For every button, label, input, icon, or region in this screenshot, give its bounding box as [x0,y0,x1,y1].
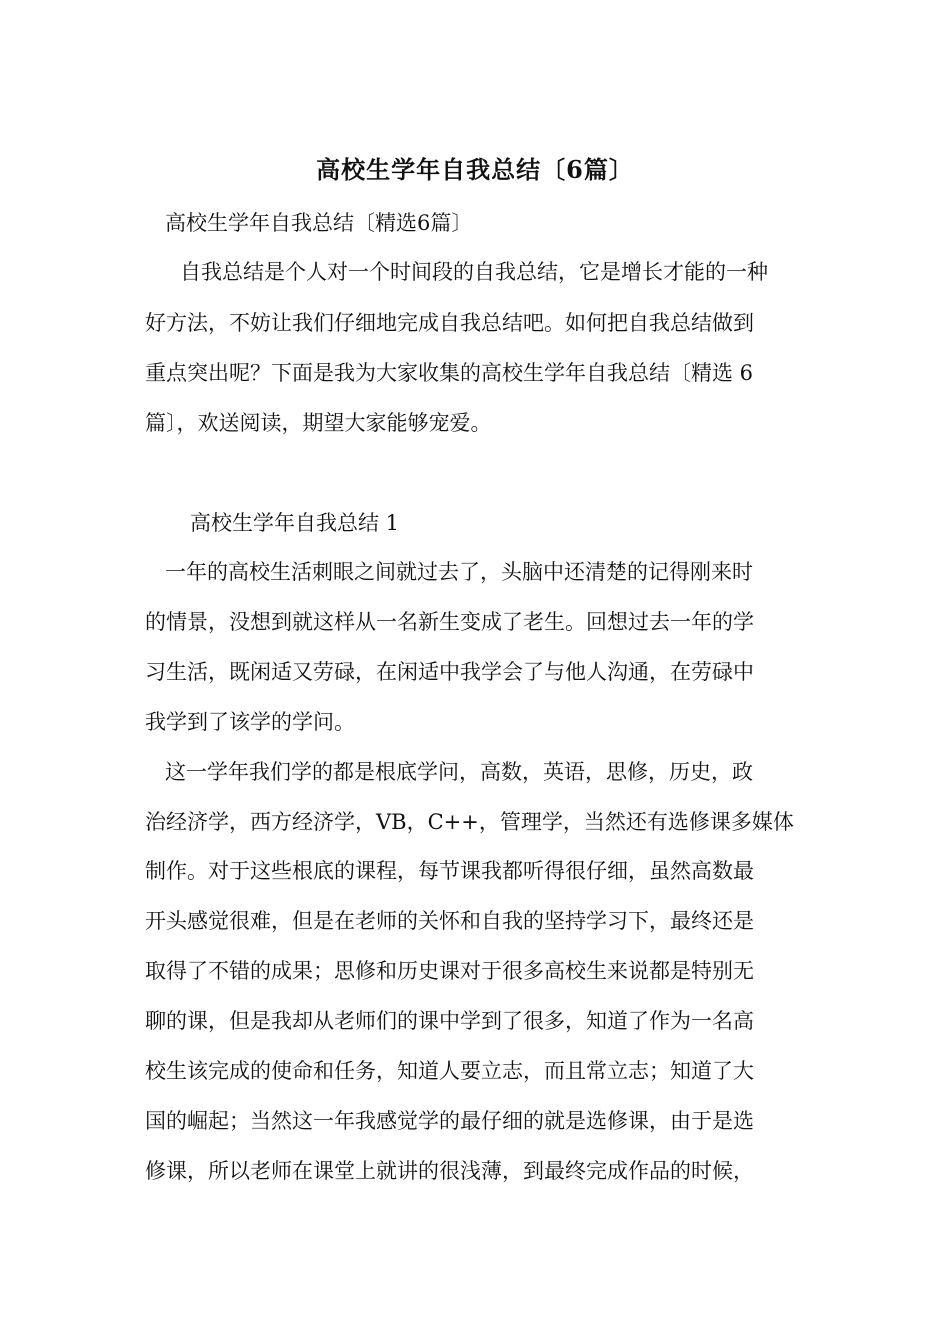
intro-line: 自我总结是个人对一个时间段的自我总结，它是增长才能的一种 [180,260,768,284]
paragraph-line: 取得了不错的成果；思修和历史课对于很多高校生来说都是特别无 [145,959,754,983]
document-title: 高校生学年自我总结〔6篇〕 [316,155,634,184]
paragraph-line: 制作。对于这些根底的课程，每节课我都听得很仔细，虽然高数最 [145,859,754,883]
paragraph-line: 开头感觉很难，但是在老师的关怀和自我的坚持学习下，最终还是 [145,909,754,933]
paragraph-line: 一年的高校生活刺眼之间就过去了，头脑中还清楚的记得刚来时 [165,560,753,584]
paragraph-line: 习生活，既闲适又劳碌，在闲适中我学会了与他人沟通，在劳碌中 [145,660,754,684]
paragraph-line: 聊的课，但是我却从老师们的课中学到了很多，知道了作为一名高 [145,1009,754,1033]
paragraph-line: 我学到了该学的学问。 [145,710,355,734]
paragraph-line: 这一学年我们学的都是根底学问，高数，英语，思修，历史，政 [165,760,753,784]
paragraph-line: 校生该完成的使命和任务，知道人要立志，而且常立志；知道了大 [145,1059,754,1083]
paragraph-line: 的情景，没想到就这样从一名新生变成了老生。回想过去一年的学 [145,610,754,634]
intro-line: 好方法，不妨让我们仔细地完成自我总结吧。如何把自我总结做到 [145,311,754,335]
paragraph-line: 治经济学，西方经济学，VB，C++，管理学，当然还有选修课多媒体 [145,810,794,834]
intro-line: 篇〕，欢送阅读，期望大家能够宠爱。 [145,411,492,435]
intro-line: 重点突出呢？下面是我为大家收集的高校生学年自我总结〔精选 6 [145,361,754,385]
document-subtitle: 高校生学年自我总结〔精选6篇〕 [165,211,473,235]
section-heading: 高校生学年自我总结 1 [190,511,400,535]
paragraph-line: 国的崛起；当然这一年我感觉学的最仔细的就是选修课，由于是选 [145,1109,754,1133]
paragraph-line: 修课，所以老师在课堂上就讲的很浅薄，到最终完成作品的时候， [145,1159,754,1183]
